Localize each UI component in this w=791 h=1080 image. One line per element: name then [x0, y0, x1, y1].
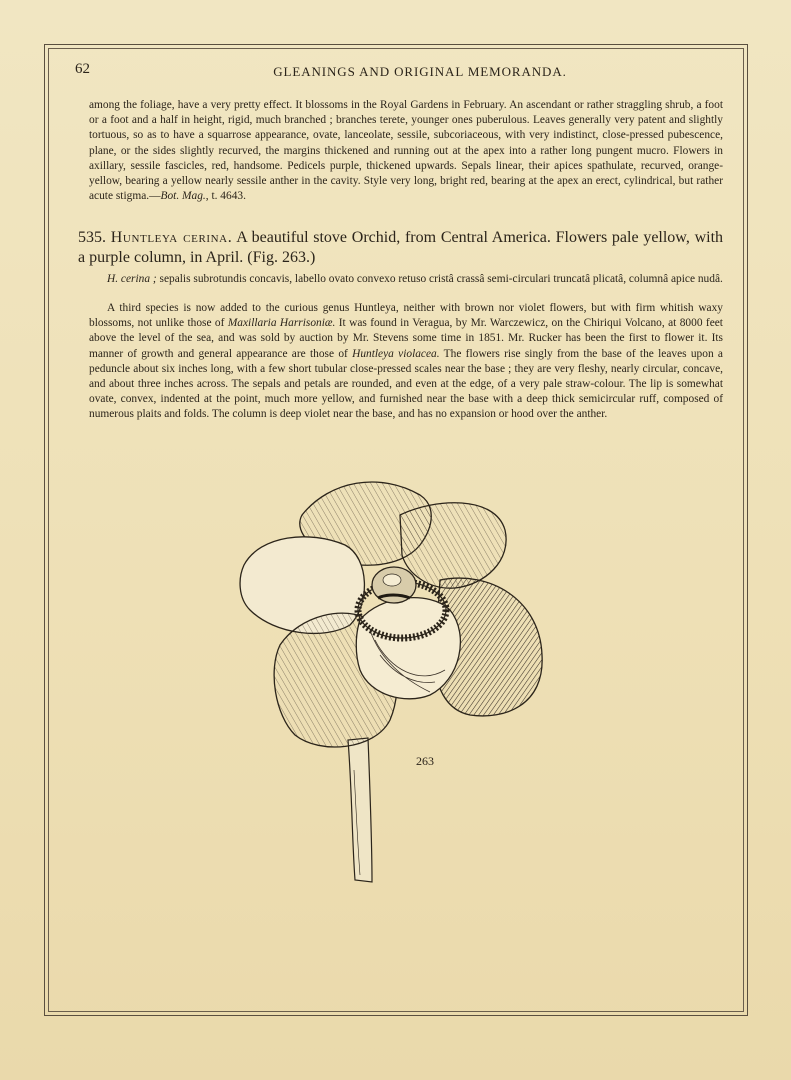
page-number: 62	[75, 61, 90, 77]
entry-heading	[78, 228, 723, 268]
latin-diagnosis-paragraph	[89, 272, 723, 287]
running-title: GLEANINGS AND ORIGINAL MEMORANDA.	[273, 64, 567, 79]
entry-summary: A beautiful stove Orchid, from Central America. Flowers pale yellow, with a purple column, in April. (Fig. 263.)	[78, 229, 724, 266]
latin-diagnosis: sepalis subrotundis concavis, labello ovato convexo retuso cristâ crassâ semi-circulari truncatâ plicatâ, columnâ apice nudâ.	[159, 273, 723, 285]
figure-number: 263	[416, 754, 434, 768]
intro-paragraph	[89, 98, 723, 204]
maxillaria-reference: Maxillaria Harrisoniæ.	[227, 317, 336, 330]
huntleya-reference: Huntleya violacea.	[352, 347, 440, 360]
entry-name: Huntleya cerina.	[110, 229, 233, 246]
orchid-flower-engraving-icon	[230, 470, 560, 890]
description-text-1: A third species is now added to the curious genus Huntleya, neither with brown nor violet flowers, but with firm whitish waxy blossoms, not unlike those of	[89, 302, 723, 330]
description-text-3: The flowers rise singly from the base of the leaves upon a peduncle about six inches long, with a few short tubular close-pressed scales near the base ; they are very fleshy, nearly circular, concave, and about three inches across. The sepals and petals are rounded, and even at the edge, of a very pale straw-colour. The lip is somewhat ovate, convex, indented at the point, much more yellow, and furnished near the base with a deep thick semicircular ruff, composed of numerous plaits and folds. The column is deep violet near the base, and has no expansion or hood over the anther.	[89, 347, 723, 421]
description-paragraph	[89, 301, 723, 423]
entry-number: 535.	[78, 229, 106, 246]
latin-name: H. cerina ;	[107, 273, 157, 285]
intro-text: among the foliage, have a very pretty effect. It blossoms in the Royal Gardens in February. An ascendant or rather straggling shrub, a foot or a foot and a half in height, rigid, much branched ; branches terete, younger ones puberulous. Leaves generally very patent and slightly tortuous, so as to have a squarrose appearance, ovate, lanceolate, sessile, subcoriaceous, with very indistinct, close-pressed pubescence, plane, or the sides slightly recurved, the margins thickened and running out at the apex into a rather long pungent mucro. Flowers in axillary, sessile fascicles, red, handsome. Pedicels purple, thickened upwards. Sepals linear, their apices spathulate, recurved, orange-yellow, bearing a yellow nearly sessile anther in the cavity. Style very long, bright red, bearing at the apex an erect, cylindrical, but rather acute stigma.—	[89, 99, 723, 203]
description-text-2: It was found in Veragua, by Mr. Warczewicz, on the Chiriqui Volcano, at 8000 feet above the level of the sea, and was sold by auction by Mr. Stevens some time in 1851. Mr. Rucker has been the first to flower it. Its manner of growth and general appearance are those of	[89, 317, 723, 360]
bot-mag-reference: Bot. Mag.	[160, 190, 206, 203]
intro-text-end: , t. 4643.	[205, 190, 246, 203]
